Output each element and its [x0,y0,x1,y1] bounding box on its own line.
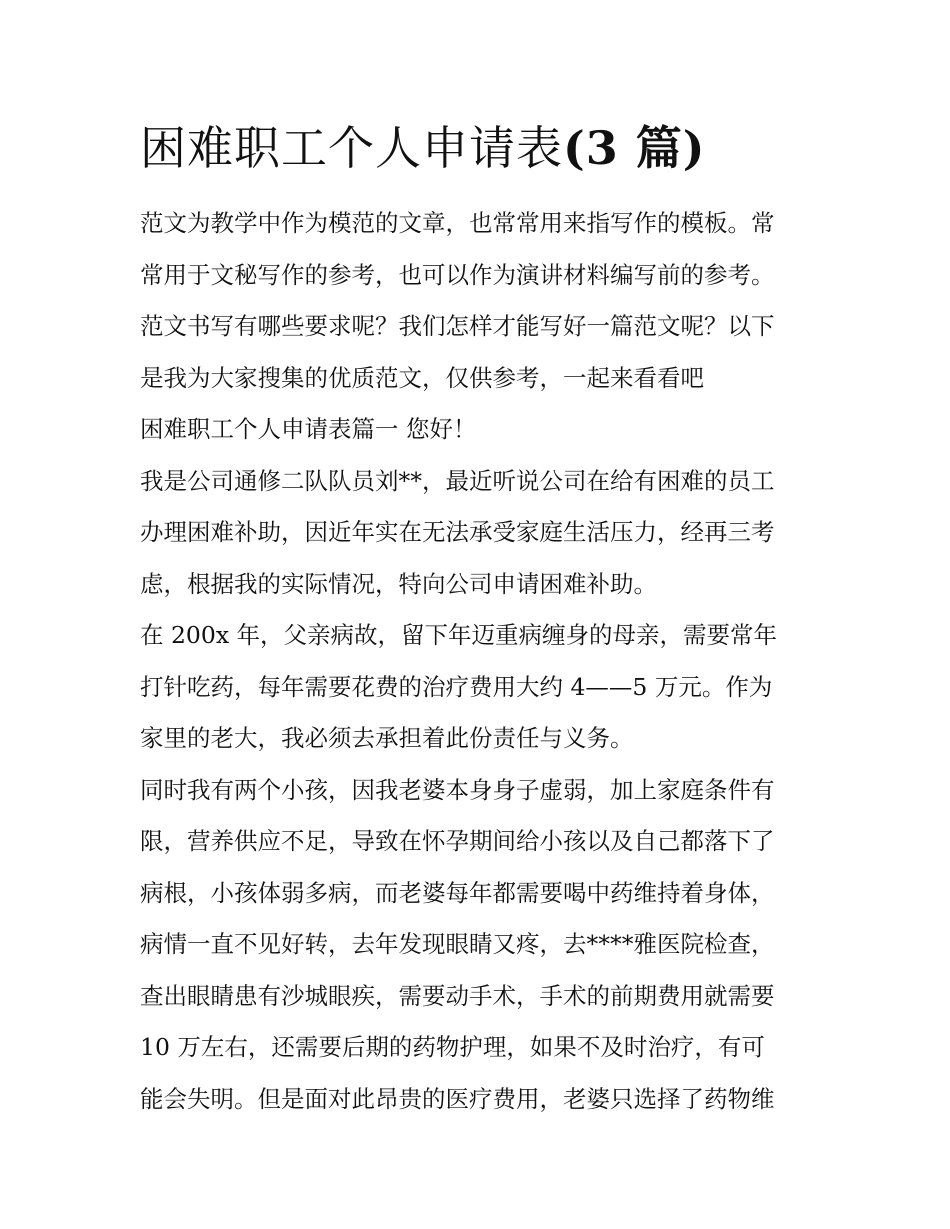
text-line: 范文为教学中作为模范的文章，也常常用来指写作的模板。常 [140,209,775,237]
text-line: 查出眼睛患有沙城眼疾，需要动手术，手术的前期费用就需要 [140,981,775,1010]
text-line: 常用于文秘写作的参考，也可以作为演讲材料编写前的参考。 [140,260,775,289]
text-line: 在 200x 年，父亲病故，留下年迈重病缠身的母亲，需要常年 [140,621,778,649]
text-line: 限，营养供应不足，导致在怀孕期间给小孩以及自己都落下了 [140,827,775,855]
section-heading-line: 困难职工个人申请表篇一 您好！ [140,415,477,443]
text-line: 范文书写有哪些要求呢？我们怎样才能写好一篇范文呢？以下 [140,312,775,340]
text-line: 10 万左右，还需要后期的药物护理，如果不及时治疗，有可 [140,1033,765,1061]
text-line: 办理困难补助，因近年实在无法承受家庭生活压力，经再三考 [140,518,775,546]
text-line: 是我为大家搜集的优质范文，仅供参考，一起来看看吧 [140,363,704,392]
text-line: 能会失明。但是面对此昂贵的医疗费用，老婆只选择了药物维 [140,1084,775,1113]
document-body [140,198,820,1125]
title-suffix: (3 篇) [563,121,706,175]
document-title [140,116,706,180]
text-line: 打针吃药，每年需要花费的治疗费用大约 4——5 万元。作为 [140,672,773,701]
text-line: 病根，小孩体弱多病，而老婆每年都需要喝中药维持着身体， [140,878,775,907]
text-line: 同时我有两个小孩，因我老婆本身身子虚弱，加上家庭条件有 [140,775,775,804]
text-line: 虑，根据我的实际情况，特向公司申请困难补助。 [140,569,657,598]
text-line: 家里的老大，我必须去承担着此份责任与义务。 [140,724,634,752]
title-main: 困难职工个人申请表 [140,121,563,175]
text-line: 病情一直不见好转，去年发现眼睛又疼，去****雅医院检查， [140,930,775,958]
text-line: 我是公司通修二队队员刘**，最近听说公司在给有困难的员工 [140,466,775,495]
